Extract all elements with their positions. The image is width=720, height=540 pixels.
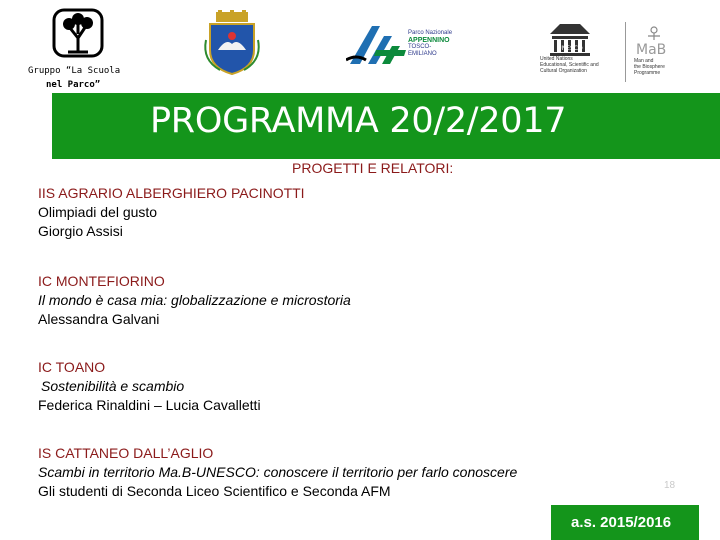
entry-school: IC TOANO [38, 359, 106, 375]
title-banner [52, 93, 720, 159]
entry-project: Il mondo è casa mia: globalizzazione e microstoria [38, 292, 351, 308]
national-park-logo [346, 20, 458, 70]
entry-school: IS CATTANEO DALL’AGLIO [38, 445, 214, 461]
entry-project: Olimpiadi del gusto [38, 204, 158, 220]
logo-divider [625, 22, 626, 82]
unesco-caption-line1: United Nations [540, 56, 573, 62]
entry-speaker: Alessandra Galvani [38, 311, 160, 327]
park-mountain-icon [346, 20, 408, 70]
mab-wordmark: MaB [636, 42, 667, 58]
entry-school: IC MONTEFIORINO [38, 273, 165, 289]
mab-caption-line3: Programme [634, 70, 661, 76]
section-subtitle: PROGETTI E RELATORI: [292, 160, 454, 176]
unesco-wordmark: UNESCO [557, 45, 583, 52]
program-entry [38, 184, 305, 241]
park-name-line1: Parco Nazionale [408, 30, 453, 36]
entry-project: Scambi in territorio Ma.B-UNESCO: conoscere il territorio per farlo conoscere [38, 464, 518, 480]
mab-logo [632, 22, 692, 58]
program-entry [38, 444, 517, 501]
page-title: PROGRAMMA 20/2/2017 [150, 101, 567, 141]
mab-caption-line2: the Biosphere [634, 64, 665, 70]
school-year-label: a.s. 2015/2016 [571, 514, 672, 531]
entry-speaker: Giorgio Assisi [38, 223, 123, 239]
entry-speaker: Federica Rinaldini – Lucia Cavalletti [38, 397, 261, 413]
school-tree-logo [52, 8, 104, 58]
park-name-line3: TOSCO-EMILIANO [408, 44, 437, 57]
school-group-line1: Gruppo “La Scuola [28, 66, 121, 76]
school-year-box [551, 505, 699, 540]
school-group-line2: nel Parco” [46, 80, 101, 90]
program-entry [38, 358, 261, 415]
entry-project: Sostenibilità e scambio [41, 378, 185, 394]
unesco-caption-line2: Educational, Scientific and [540, 62, 599, 68]
park-name-line2: APPENNINO [408, 37, 450, 44]
entry-school: IIS AGRARIO ALBERGHIERO PACINOTTI [38, 185, 305, 201]
school-group-caption [28, 64, 138, 92]
program-entry [38, 272, 351, 329]
mab-caption [634, 58, 704, 76]
entry-speaker: Gli studenti di Seconda Liceo Scientifico e Seconda AFM [38, 483, 391, 499]
municipal-crest-logo [200, 10, 264, 76]
page-number: 18 [664, 480, 676, 491]
unesco-caption [540, 56, 610, 74]
mab-caption-line1: Man and [634, 58, 654, 64]
unesco-caption-line3: Cultural Organization [540, 68, 587, 74]
